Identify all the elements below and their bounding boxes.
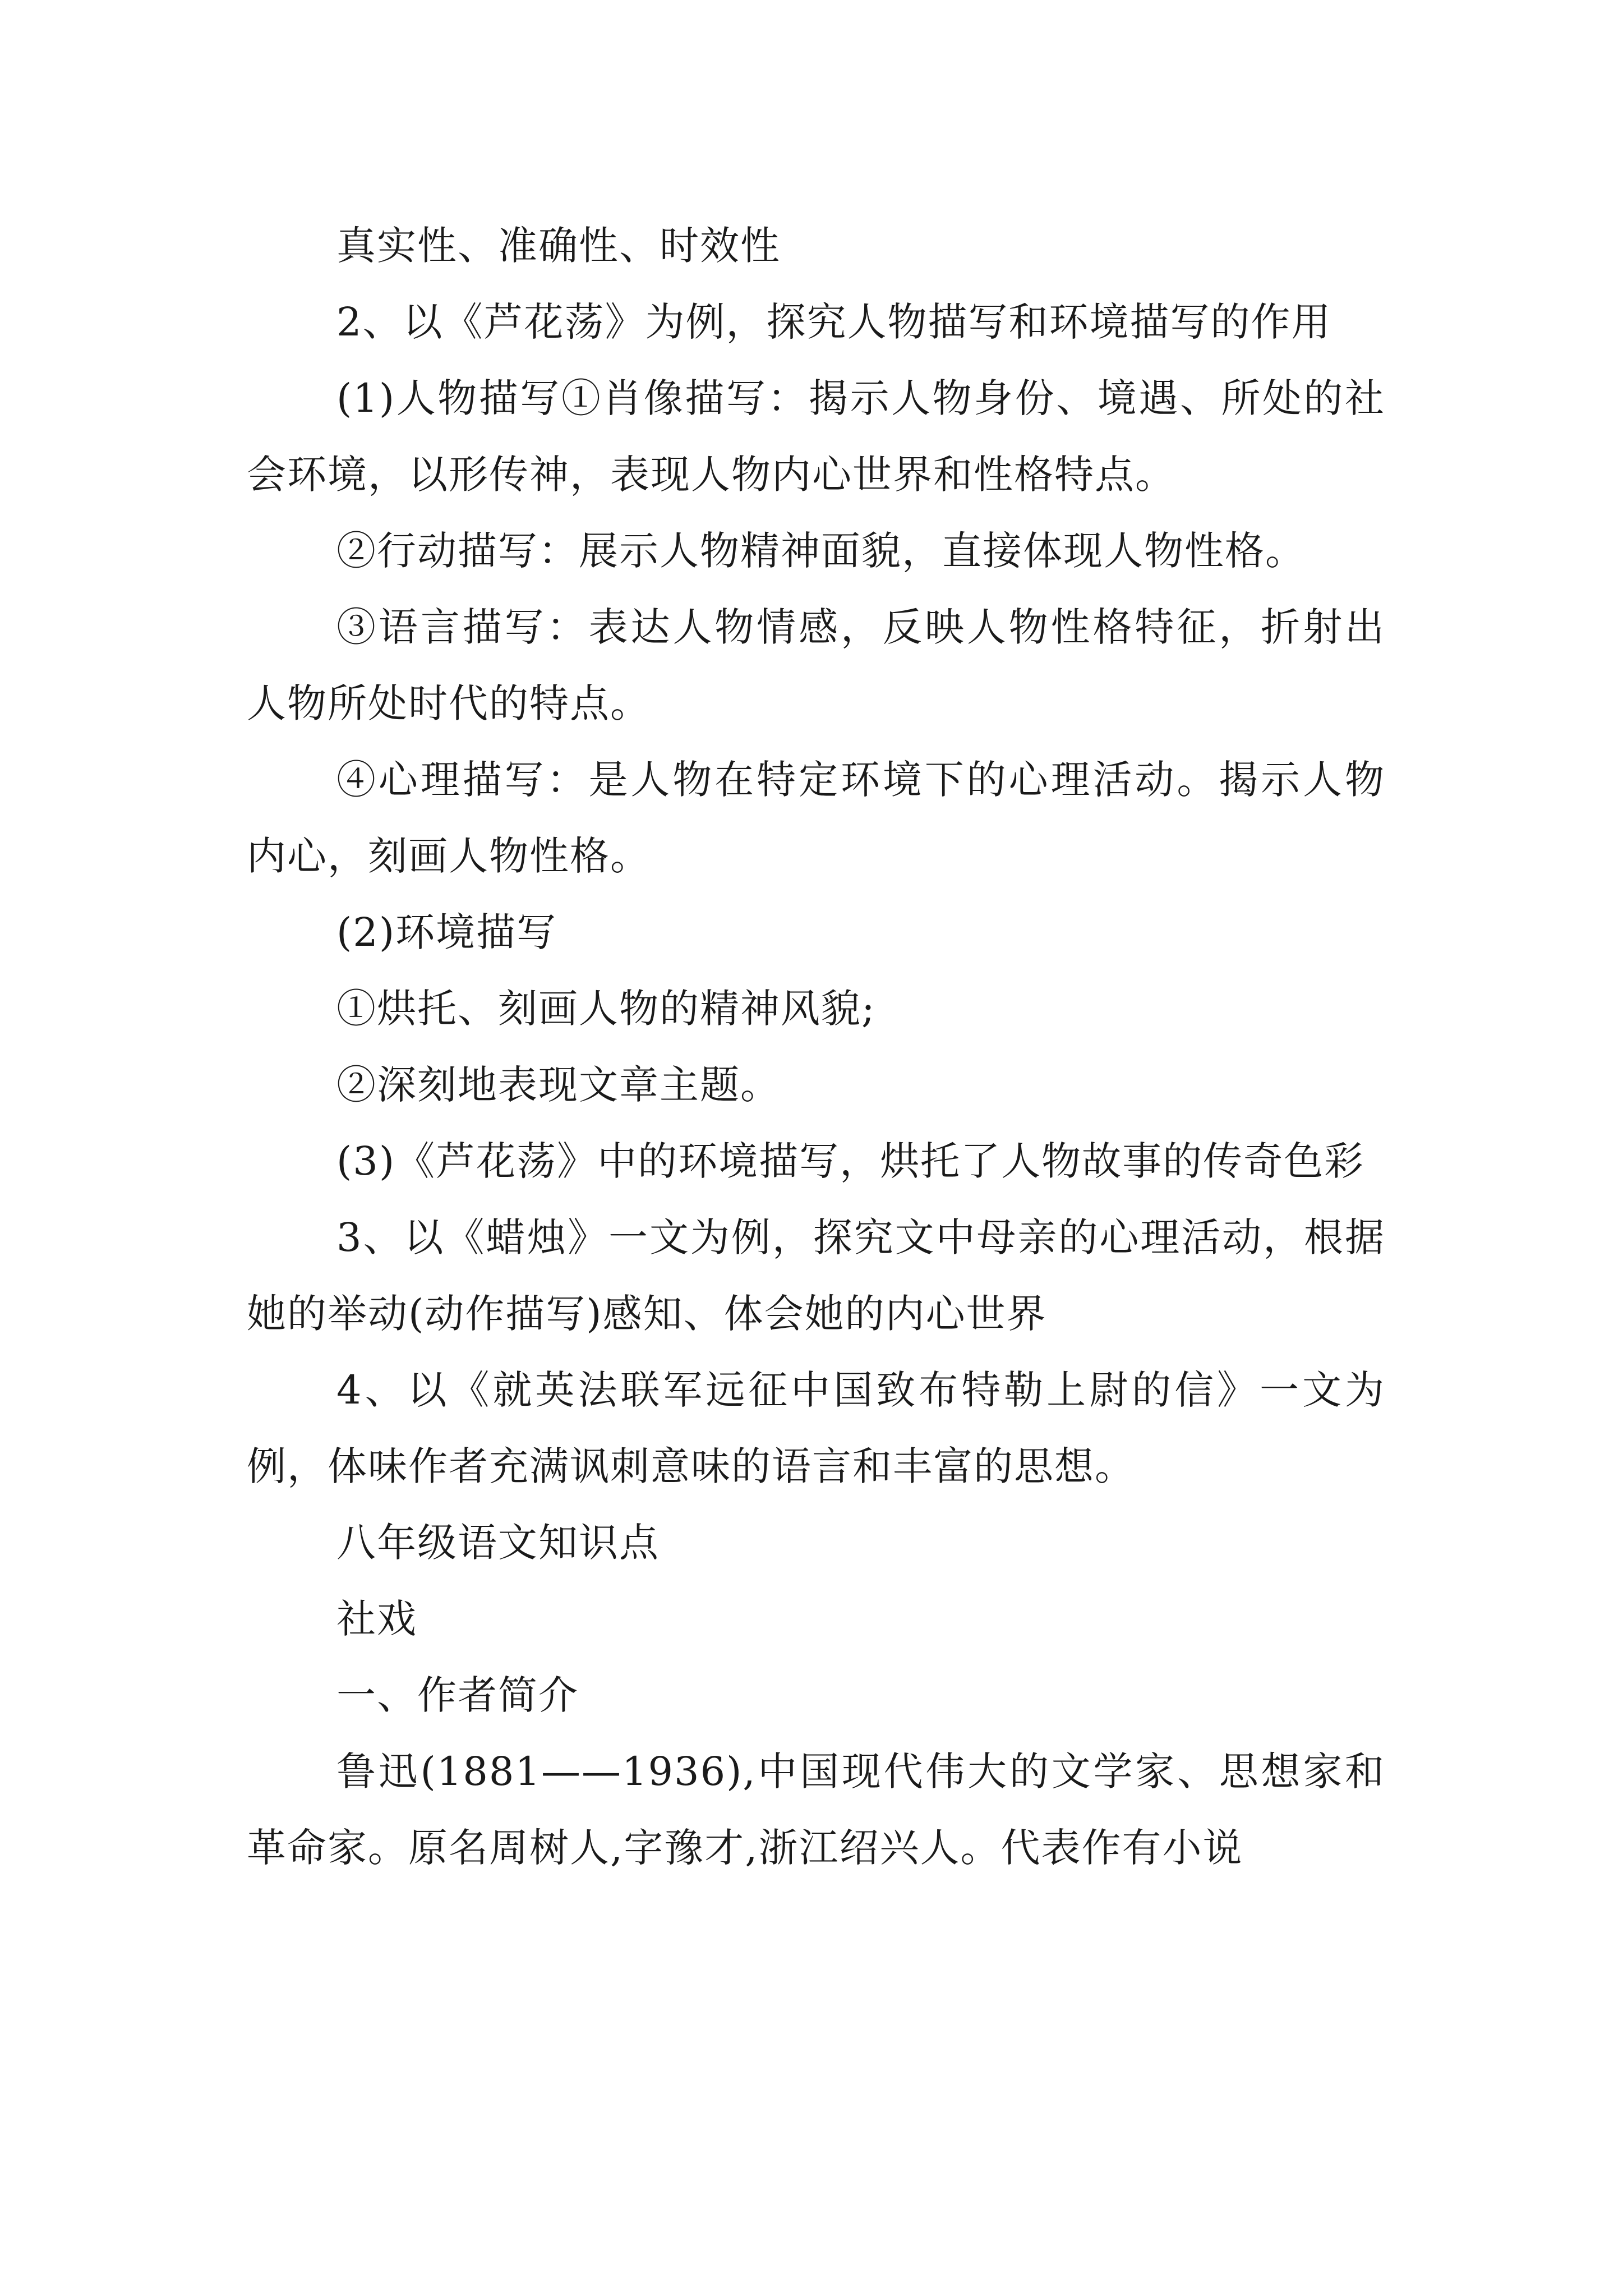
paragraph-6: ④心理描写：是人物在特定环境下的心理活动。揭示人物内心，刻画人物性格。 — [247, 757, 1385, 879]
paragraph-11: 3、以《蜡烛》一文为例，探究文中母亲的心理活动，根据她的举动(动作描写)感知、体会她的内心世界 — [247, 1214, 1385, 1337]
paragraph-3: (1)人物描写①肖像描写：揭示人物身份、境遇、所处的社会环境，以形传神，表现人物内心世界和性格特点。 — [247, 375, 1385, 498]
paragraph-1: 真实性、准确性、时效性 — [336, 223, 781, 269]
paragraph-14: 社戏 — [336, 1596, 417, 1642]
paragraph-15: 一、作者简介 — [336, 1672, 579, 1718]
paragraph-7: (2)环境描写 — [336, 909, 557, 955]
paragraph-12: 4、以《就英法联军远征中国致布特勒上尉的信》一文为例，体味作者充满讽刺意味的语言和丰富的思想。 — [247, 1367, 1385, 1489]
paragraph-13: 八年级语文知识点 — [336, 1520, 660, 1566]
paragraph-10: (3)《芦花荡》中的环境描写，烘托了人物故事的传奇色彩 — [336, 1138, 1365, 1184]
paragraph-9: ②深刻地表现文章主题。 — [336, 1062, 781, 1108]
paragraph-5: ③语言描写：表达人物情感，反映人物性格特征，折射出人物所处时代的特点。 — [247, 604, 1385, 726]
paragraph-4: ②行动描写：展示人物精神面貌，直接体现人物性格。 — [336, 528, 1306, 574]
paragraph-16: 鲁迅(1881——1936),中国现代伟大的文学家、思想家和革命家。原名周树人,字豫才,浙江绍兴人。代表作有小说 — [247, 1749, 1385, 1871]
document-body — [247, 208, 1385, 1886]
paragraph-2: 2、以《芦花荡》为例，探究人物描写和环境描写的作用 — [336, 299, 1332, 345]
paragraph-8: ①烘托、刻画人物的精神风貌; — [336, 986, 876, 1032]
